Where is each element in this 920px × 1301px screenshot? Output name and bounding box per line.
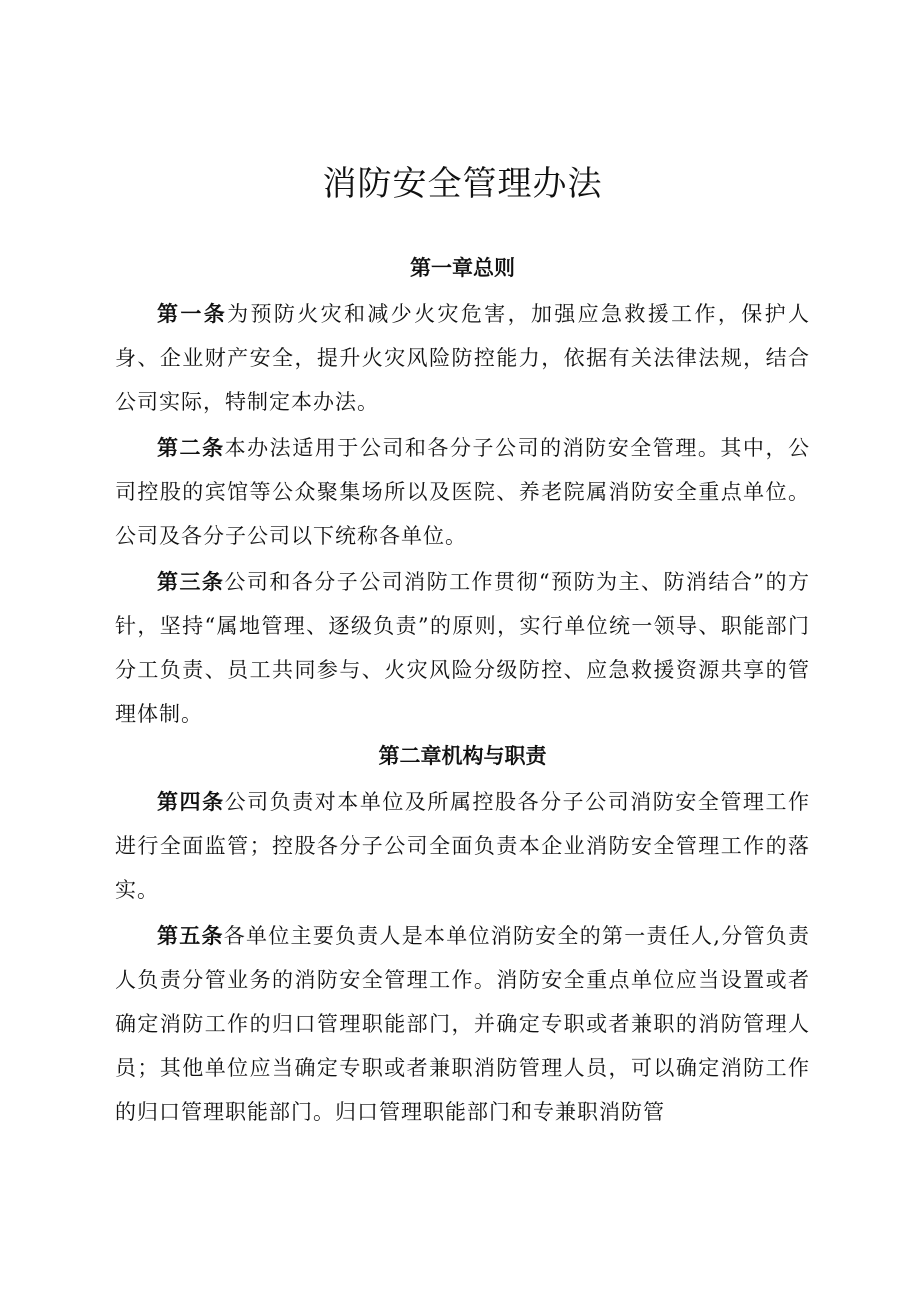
article-4 <box>115 780 810 912</box>
article-lead: 第五条 <box>157 923 224 948</box>
document-title: 消防安全管理办法 <box>322 164 603 204</box>
article-2 <box>115 426 810 558</box>
chapter-2 <box>115 738 810 1134</box>
article-3 <box>115 560 810 736</box>
article-text: 公司负责对本单位及所属控股各分子公司消防安全管理工作进行全面监管；控股各分子公司全面负责本企业消防安全管理工作的落实。 <box>115 790 810 902</box>
article-lead: 第二条 <box>157 435 225 460</box>
article-text: 公司和各分子公司消防工作贯彻“预防为主、防消结合”的方针，坚持“属地管理、逐级负责”的原则，实行单位统一领导、职能部门分工负责、员工共同参与、火灾风险分级防控、应急救援资源共享的管理体制。 <box>115 570 810 726</box>
article-text: 本办法适用于公司和各分子公司的消防安全管理。其中，公司控股的宾馆等公众聚集场所以及医院、养老院属消防安全重点单位。公司及各分子公司以下统称各单位。 <box>115 436 810 548</box>
chapter-heading: 第二章机构与职责 <box>378 743 547 768</box>
article-lead: 第四条 <box>157 789 225 814</box>
article-lead: 第一条 <box>157 301 228 326</box>
article-1 <box>115 292 810 424</box>
article-lead: 第三条 <box>157 569 225 594</box>
chapter-heading: 第一章总则 <box>410 255 515 280</box>
article-text: 为预防火灾和减少火灾危害，加强应急救援工作，保护人身、企业财产安全，提升火灾风险防控能力，依据有关法律法规，结合公司实际，特制定本办法。 <box>115 302 811 414</box>
chapter-1 <box>115 250 810 736</box>
article-text: 各单位主要负责人是本单位消防安全的第一责任人,分管负责人负责分管业务的消防安全管理工作。消防安全重点单位应当设置或者确定消防工作的归口管理职能部门，并确定专职或者兼职的消防管理人员；其他单位应当确定专职或者兼职消防管理人员，可以确定消防工作的归口管理职能部门。归口管理职能部门和专兼职消防管 <box>115 924 810 1124</box>
article-5 <box>115 914 810 1134</box>
